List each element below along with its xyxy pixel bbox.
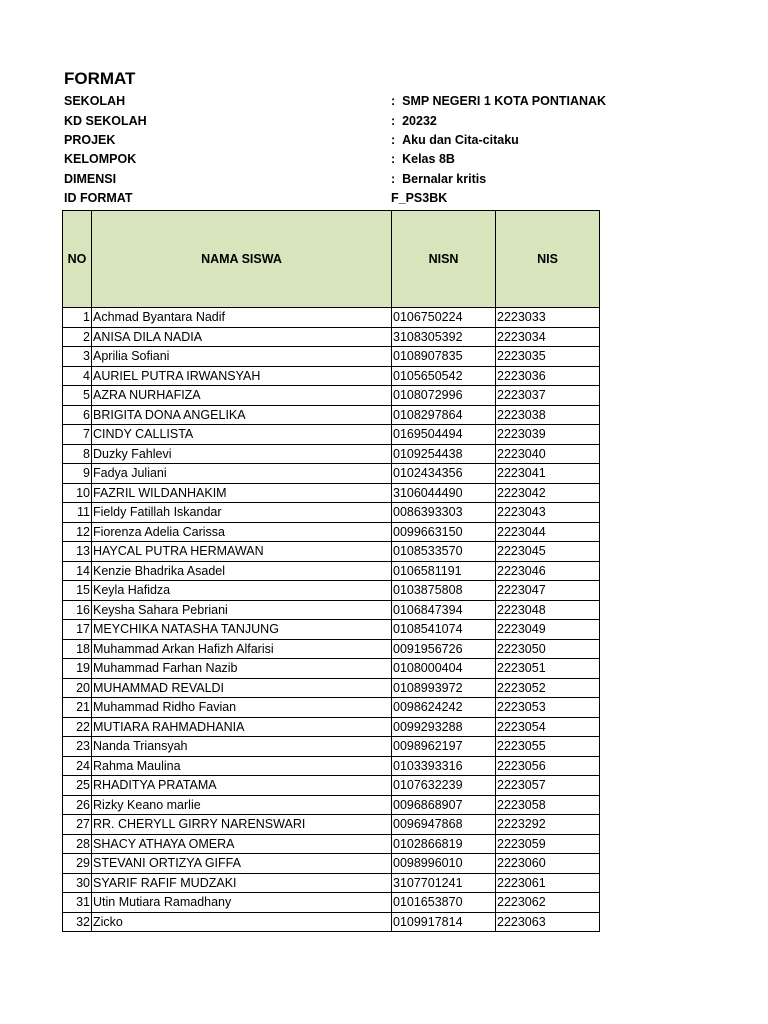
cell-nis[interactable]: 2223051	[496, 659, 600, 679]
table-row	[63, 444, 600, 464]
cell-no[interactable]: 7	[63, 425, 92, 445]
table-row	[63, 639, 600, 659]
cell-nama-siswa[interactable]: SYARIF RAFIF MUDZAKI	[92, 873, 392, 893]
cell-nama-siswa[interactable]: Fieldy Fatillah Iskandar	[92, 503, 392, 523]
cell-nisn[interactable]: 0109254438	[392, 444, 496, 464]
cell-nis[interactable]: 2223048	[496, 600, 600, 620]
cell-nisn[interactable]: 3107701241	[392, 873, 496, 893]
cell-no[interactable]: 32	[63, 912, 92, 932]
cell-nama-siswa[interactable]: FAZRIL WILDANHAKIM	[92, 483, 392, 503]
table-row	[63, 620, 600, 640]
info-label: ID FORMAT	[64, 191, 133, 205]
cell-nama-siswa[interactable]: MUTIARA RAHMADHANIA	[92, 717, 392, 737]
table-row	[63, 873, 600, 893]
table-row	[63, 405, 600, 425]
cell-no[interactable]: 21	[63, 698, 92, 718]
cell-nis[interactable]: 2223037	[496, 386, 600, 406]
cell-no[interactable]: 1	[63, 308, 92, 328]
table-row	[63, 503, 600, 523]
cell-nisn[interactable]: 0169504494	[392, 425, 496, 445]
cell-nisn[interactable]: 0096947868	[392, 815, 496, 835]
cell-nama-siswa[interactable]: MUHAMMAD REVALDI	[92, 678, 392, 698]
table-row	[63, 756, 600, 776]
cell-nis[interactable]: 2223035	[496, 347, 600, 367]
cell-no[interactable]: 26	[63, 795, 92, 815]
cell-nis[interactable]: 2223043	[496, 503, 600, 523]
cell-nisn[interactable]: 0108000404	[392, 659, 496, 679]
cell-nis[interactable]: 2223046	[496, 561, 600, 581]
cell-nis[interactable]: 2223056	[496, 756, 600, 776]
cell-no[interactable]: 5	[63, 386, 92, 406]
cell-nis[interactable]: 2223053	[496, 698, 600, 718]
info-value: : Bernalar kritis	[391, 172, 486, 186]
cell-nama-siswa[interactable]: Fadya Juliani	[92, 464, 392, 484]
cell-no[interactable]: 2	[63, 327, 92, 347]
cell-nama-siswa[interactable]: BRIGITA DONA ANGELIKA	[92, 405, 392, 425]
cell-nama-siswa[interactable]: Achmad Byantara Nadif	[92, 308, 392, 328]
table-row	[63, 366, 600, 386]
cell-nisn[interactable]: 0086393303	[392, 503, 496, 523]
cell-nis[interactable]: 2223062	[496, 893, 600, 913]
cell-nis[interactable]: 2223038	[496, 405, 600, 425]
table-row	[63, 600, 600, 620]
cell-no[interactable]: 17	[63, 620, 92, 640]
table-row	[63, 854, 600, 874]
cell-nama-siswa[interactable]: Zicko	[92, 912, 392, 932]
cell-nama-siswa[interactable]: Aprilia Sofiani	[92, 347, 392, 367]
cell-nisn[interactable]: 0098624242	[392, 698, 496, 718]
cell-nama-siswa[interactable]: Duzky Fahlevi	[92, 444, 392, 464]
cell-nisn[interactable]: 0106581191	[392, 561, 496, 581]
header-nama-siswa[interactable]: NAMA SISWA	[92, 211, 392, 308]
cell-nisn[interactable]: 0103875808	[392, 581, 496, 601]
cell-nisn[interactable]: 0102866819	[392, 834, 496, 854]
cell-nis[interactable]: 2223292	[496, 815, 600, 835]
form-title: FORMAT	[64, 69, 136, 88]
cell-nisn[interactable]: 0101653870	[392, 893, 496, 913]
cell-nama-siswa[interactable]: Nanda Triansyah	[92, 737, 392, 757]
cell-nama-siswa[interactable]: Kenzie Bhadrika Asadel	[92, 561, 392, 581]
cell-nis[interactable]: 2223059	[496, 834, 600, 854]
table-header-row	[63, 211, 600, 308]
cell-nis[interactable]: 2223047	[496, 581, 600, 601]
cell-nama-siswa[interactable]: STEVANI ORTIZYA GIFFA	[92, 854, 392, 874]
cell-nama-siswa[interactable]: Keyla Hafidza	[92, 581, 392, 601]
cell-nama-siswa[interactable]: RHADITYA PRATAMA	[92, 776, 392, 796]
cell-nis[interactable]: 2223063	[496, 912, 600, 932]
cell-nisn[interactable]: 0103393316	[392, 756, 496, 776]
cell-nama-siswa[interactable]: Keysha Sahara Pebriani	[92, 600, 392, 620]
cell-no[interactable]: 10	[63, 483, 92, 503]
table-row	[63, 542, 600, 562]
student-table	[62, 210, 600, 932]
cell-no[interactable]: 3	[63, 347, 92, 367]
cell-nama-siswa[interactable]: AURIEL PUTRA IRWANSYAH	[92, 366, 392, 386]
table-row	[63, 815, 600, 835]
table-row	[63, 698, 600, 718]
cell-nama-siswa[interactable]: Rizky Keano marlie	[92, 795, 392, 815]
table-row	[63, 425, 600, 445]
table-row	[63, 912, 600, 932]
cell-nis[interactable]: 2223045	[496, 542, 600, 562]
cell-no[interactable]: 31	[63, 893, 92, 913]
info-value: F_PS3BK	[391, 191, 448, 205]
table-row	[63, 776, 600, 796]
cell-no[interactable]: 28	[63, 834, 92, 854]
table-row	[63, 795, 600, 815]
table-row	[63, 464, 600, 484]
header-no[interactable]: NO	[63, 211, 92, 308]
cell-nisn[interactable]: 0098962197	[392, 737, 496, 757]
cell-no[interactable]: 27	[63, 815, 92, 835]
cell-nis[interactable]: 2223034	[496, 327, 600, 347]
cell-nis[interactable]: 2223039	[496, 425, 600, 445]
cell-nisn[interactable]: 0106750224	[392, 308, 496, 328]
cell-nisn[interactable]: 0106847394	[392, 600, 496, 620]
cell-nama-siswa[interactable]: ANISA DILA NADIA	[92, 327, 392, 347]
cell-no[interactable]: 30	[63, 873, 92, 893]
cell-no[interactable]: 8	[63, 444, 92, 464]
cell-no[interactable]: 19	[63, 659, 92, 679]
cell-nisn[interactable]: 0108541074	[392, 620, 496, 640]
cell-nisn[interactable]: 0108907835	[392, 347, 496, 367]
cell-no[interactable]: 20	[63, 678, 92, 698]
cell-nis[interactable]: 2223058	[496, 795, 600, 815]
cell-nisn[interactable]: 0107632239	[392, 776, 496, 796]
cell-nisn[interactable]: 3106044490	[392, 483, 496, 503]
cell-nis[interactable]: 2223052	[496, 678, 600, 698]
table-row	[63, 522, 600, 542]
header-nisn[interactable]: NISN	[392, 211, 496, 308]
cell-nis[interactable]: 2223040	[496, 444, 600, 464]
cell-nisn[interactable]: 0098996010	[392, 854, 496, 874]
table-row	[63, 483, 600, 503]
cell-no[interactable]: 29	[63, 854, 92, 874]
table-row	[63, 327, 600, 347]
cell-no[interactable]: 9	[63, 464, 92, 484]
table-row	[63, 308, 600, 328]
table-row	[63, 737, 600, 757]
cell-nis[interactable]: 2223036	[496, 366, 600, 386]
cell-no[interactable]: 25	[63, 776, 92, 796]
table-row	[63, 347, 600, 367]
cell-nisn[interactable]: 0091956726	[392, 639, 496, 659]
table-row	[63, 678, 600, 698]
cell-no[interactable]: 23	[63, 737, 92, 757]
cell-nama-siswa[interactable]: Muhammad Ridho Favian	[92, 698, 392, 718]
cell-nisn[interactable]: 3108305392	[392, 327, 496, 347]
cell-nisn[interactable]: 0096868907	[392, 795, 496, 815]
info-value: : Kelas 8B	[391, 152, 455, 166]
cell-no[interactable]: 15	[63, 581, 92, 601]
cell-nisn[interactable]: 0108993972	[392, 678, 496, 698]
cell-nis[interactable]: 2223049	[496, 620, 600, 640]
cell-nama-siswa[interactable]: CINDY CALLISTA	[92, 425, 392, 445]
info-label: SEKOLAH	[64, 94, 126, 108]
cell-nis[interactable]: 2223050	[496, 639, 600, 659]
info-label: PROJEK	[64, 133, 116, 147]
info-value: : 20232	[391, 114, 437, 128]
cell-nis[interactable]: 2223044	[496, 522, 600, 542]
cell-no[interactable]: 4	[63, 366, 92, 386]
cell-nisn[interactable]: 0108297864	[392, 405, 496, 425]
cell-no[interactable]: 6	[63, 405, 92, 425]
table-row	[63, 834, 600, 854]
cell-no[interactable]: 11	[63, 503, 92, 523]
cell-nis[interactable]: 2223061	[496, 873, 600, 893]
cell-nisn[interactable]: 0105650542	[392, 366, 496, 386]
cell-nama-siswa[interactable]: Utin Mutiara Ramadhany	[92, 893, 392, 913]
table-row	[63, 581, 600, 601]
cell-nisn[interactable]: 0099293288	[392, 717, 496, 737]
table-row	[63, 717, 600, 737]
table-row	[63, 659, 600, 679]
cell-no[interactable]: 24	[63, 756, 92, 776]
cell-nis[interactable]: 2223033	[496, 308, 600, 328]
cell-nama-siswa[interactable]: MEYCHIKA NATASHA TANJUNG	[92, 620, 392, 640]
cell-nis[interactable]: 2223041	[496, 464, 600, 484]
info-value: : SMP NEGERI 1 KOTA PONTIANAK	[391, 94, 606, 108]
cell-nisn[interactable]: 0108072996	[392, 386, 496, 406]
header-nis[interactable]: NIS	[496, 211, 600, 308]
info-label: KELOMPOK	[64, 152, 137, 166]
cell-nis[interactable]: 2223060	[496, 854, 600, 874]
cell-nama-siswa[interactable]: Rahma Maulina	[92, 756, 392, 776]
cell-no[interactable]: 12	[63, 522, 92, 542]
info-label: KD SEKOLAH	[64, 114, 147, 128]
cell-nis[interactable]: 2223055	[496, 737, 600, 757]
cell-no[interactable]: 13	[63, 542, 92, 562]
table-row	[63, 561, 600, 581]
cell-no[interactable]: 14	[63, 561, 92, 581]
cell-nisn[interactable]: 0109917814	[392, 912, 496, 932]
cell-nisn[interactable]: 0099663150	[392, 522, 496, 542]
cell-nama-siswa[interactable]: SHACY ATHAYA OMERA	[92, 834, 392, 854]
table-row	[63, 386, 600, 406]
cell-nama-siswa[interactable]: RR. CHERYLL GIRRY NARENSWARI	[92, 815, 392, 835]
cell-nis[interactable]: 2223057	[496, 776, 600, 796]
cell-no[interactable]: 22	[63, 717, 92, 737]
cell-no[interactable]: 16	[63, 600, 92, 620]
cell-nisn[interactable]: 0102434356	[392, 464, 496, 484]
cell-nama-siswa[interactable]: Muhammad Arkan Hafizh Alfarisi	[92, 639, 392, 659]
cell-nis[interactable]: 2223054	[496, 717, 600, 737]
cell-nama-siswa[interactable]: Muhammad Farhan Nazib	[92, 659, 392, 679]
cell-nis[interactable]: 2223042	[496, 483, 600, 503]
cell-nisn[interactable]: 0108533570	[392, 542, 496, 562]
cell-nama-siswa[interactable]: HAYCAL PUTRA HERMAWAN	[92, 542, 392, 562]
info-value: : Aku dan Cita-citaku	[391, 133, 519, 147]
table-row	[63, 893, 600, 913]
cell-no[interactable]: 18	[63, 639, 92, 659]
cell-nama-siswa[interactable]: Fiorenza Adelia Carissa	[92, 522, 392, 542]
info-label: DIMENSI	[64, 172, 117, 186]
cell-nama-siswa[interactable]: AZRA NURHAFIZA	[92, 386, 392, 406]
